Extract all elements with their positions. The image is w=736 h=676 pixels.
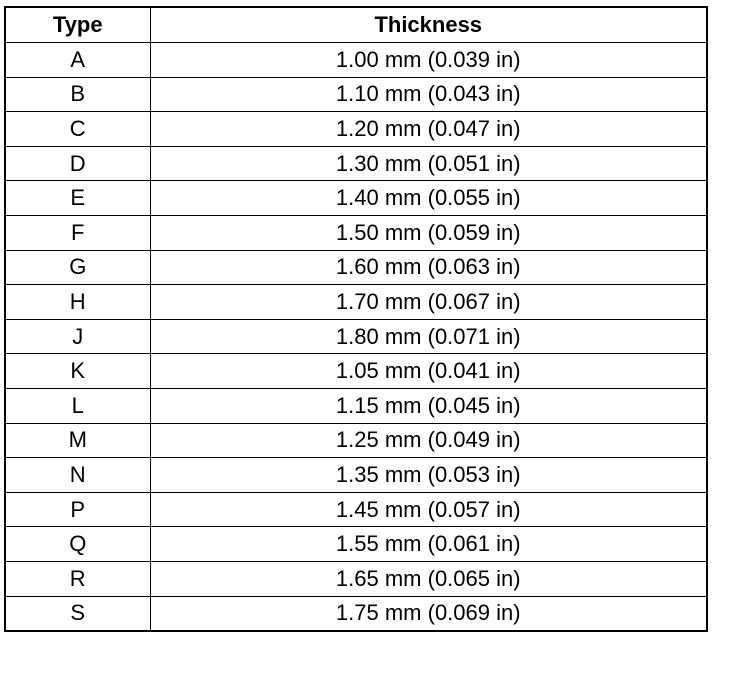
table-row — [5, 285, 707, 320]
type-cell: E — [5, 181, 150, 216]
thickness-cell: 1.15 mm (0.045 in) — [150, 388, 707, 423]
type-cell: B — [5, 77, 150, 112]
type-cell: F — [5, 215, 150, 250]
type-cell: K — [5, 354, 150, 389]
thickness-cell: 1.45 mm (0.057 in) — [150, 492, 707, 527]
type-cell: A — [5, 43, 150, 78]
thickness-cell: 1.55 mm (0.061 in) — [150, 527, 707, 562]
table-row — [5, 492, 707, 527]
table-row — [5, 354, 707, 389]
type-cell: S — [5, 596, 150, 631]
type-cell: N — [5, 458, 150, 493]
type-cell: L — [5, 388, 150, 423]
header-type: Type — [5, 7, 150, 43]
table-row — [5, 215, 707, 250]
thickness-cell: 1.05 mm (0.041 in) — [150, 354, 707, 389]
table-row — [5, 77, 707, 112]
thickness-cell: 1.80 mm (0.071 in) — [150, 319, 707, 354]
table-row — [5, 423, 707, 458]
thickness-cell: 1.25 mm (0.049 in) — [150, 423, 707, 458]
thickness-spec-table — [4, 6, 708, 632]
thickness-cell: 1.65 mm (0.065 in) — [150, 561, 707, 596]
thickness-cell: 1.00 mm (0.039 in) — [150, 43, 707, 78]
type-cell: G — [5, 250, 150, 285]
thickness-cell: 1.40 mm (0.055 in) — [150, 181, 707, 216]
table-row — [5, 561, 707, 596]
thickness-cell: 1.10 mm (0.043 in) — [150, 77, 707, 112]
thickness-cell: 1.20 mm (0.047 in) — [150, 112, 707, 147]
thickness-cell: 1.30 mm (0.051 in) — [150, 146, 707, 181]
type-cell: P — [5, 492, 150, 527]
table-row — [5, 458, 707, 493]
table-row — [5, 112, 707, 147]
thickness-cell: 1.75 mm (0.069 in) — [150, 596, 707, 631]
header-thickness: Thickness — [150, 7, 707, 43]
type-cell: D — [5, 146, 150, 181]
type-cell: J — [5, 319, 150, 354]
thickness-cell: 1.70 mm (0.067 in) — [150, 285, 707, 320]
table-row — [5, 596, 707, 631]
type-cell: Q — [5, 527, 150, 562]
type-cell: M — [5, 423, 150, 458]
thickness-cell: 1.50 mm (0.059 in) — [150, 215, 707, 250]
table-body — [5, 43, 707, 632]
type-cell: C — [5, 112, 150, 147]
table-row — [5, 181, 707, 216]
type-cell: H — [5, 285, 150, 320]
table-row — [5, 146, 707, 181]
table-header — [5, 7, 707, 43]
type-cell: R — [5, 561, 150, 596]
table-row — [5, 388, 707, 423]
thickness-cell: 1.35 mm (0.053 in) — [150, 458, 707, 493]
table-row — [5, 250, 707, 285]
table-row — [5, 43, 707, 78]
header-row — [5, 7, 707, 43]
table-row — [5, 527, 707, 562]
thickness-cell: 1.60 mm (0.063 in) — [150, 250, 707, 285]
table-row — [5, 319, 707, 354]
